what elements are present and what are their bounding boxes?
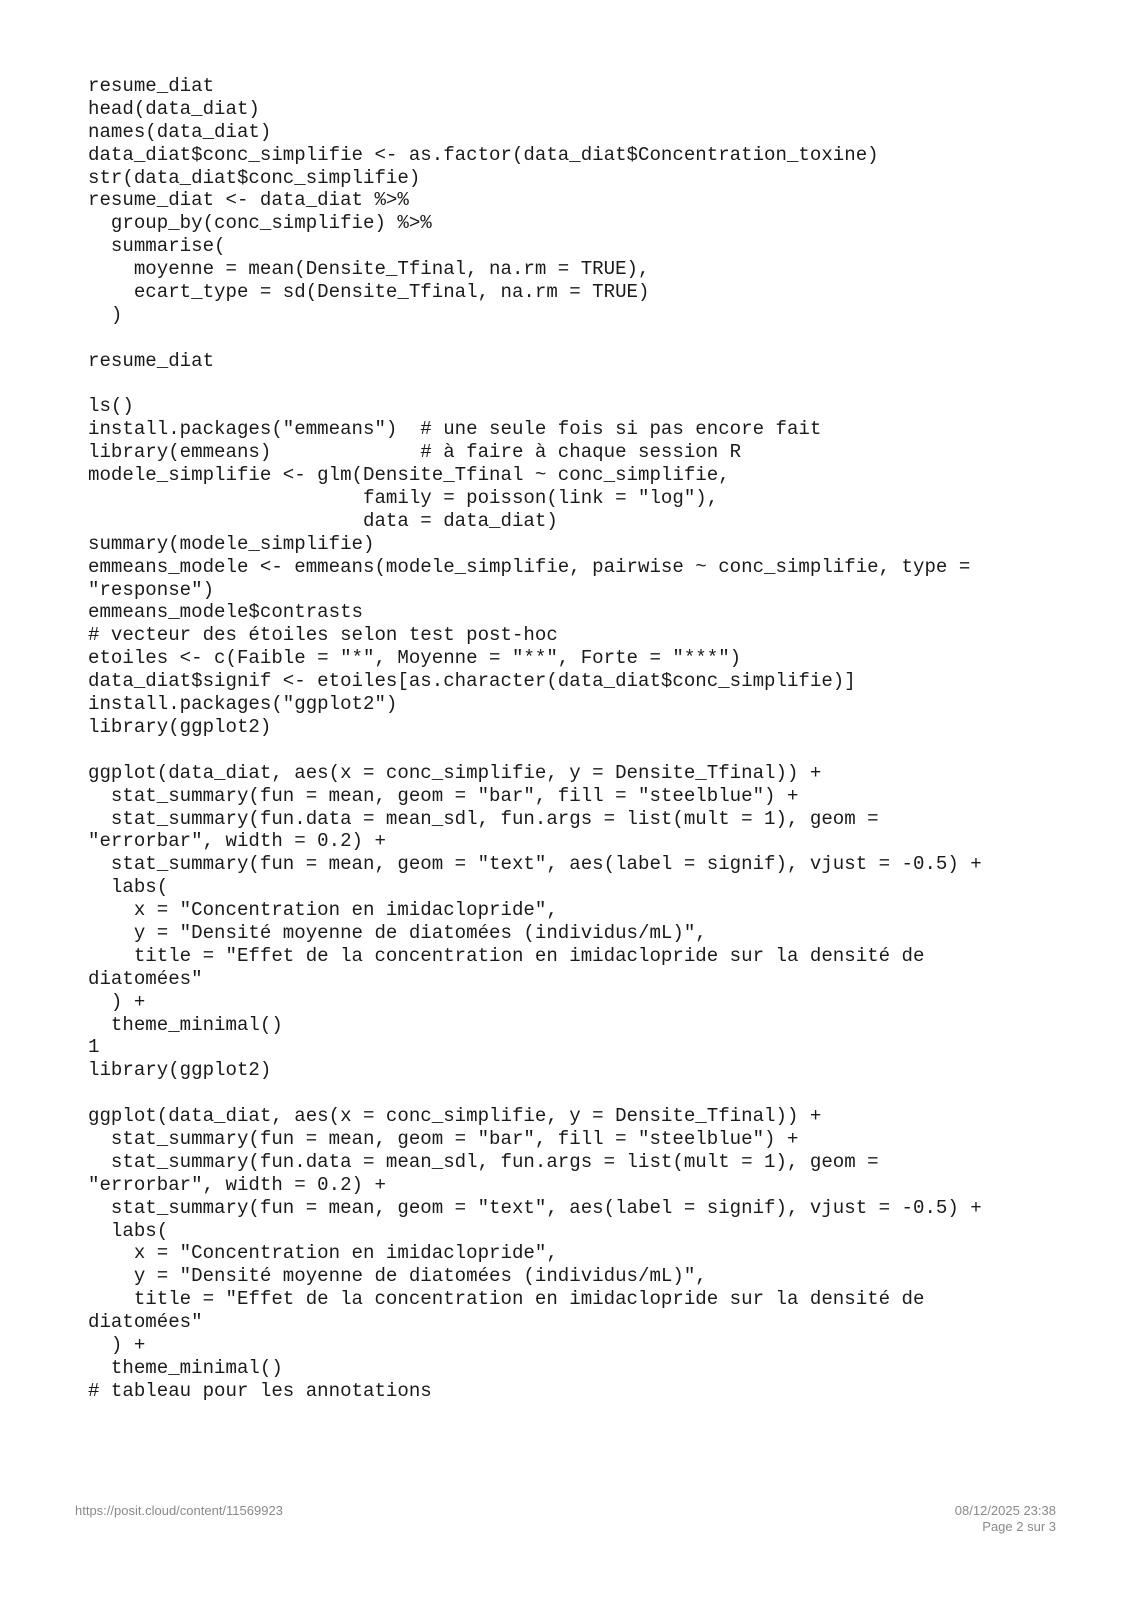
code-line: labs( xyxy=(88,1219,169,1242)
code-line: x = "Concentration en imidaclopride", xyxy=(88,899,558,922)
code-line: emmeans_modele$contrasts xyxy=(88,601,363,624)
code-line: resume_diat <- data_diat %>% xyxy=(88,189,409,212)
code-line: moyenne = mean(Densite_Tfinal, na.rm = TRUE), xyxy=(88,258,650,281)
code-line: library(ggplot2) xyxy=(88,1059,272,1082)
code-line xyxy=(88,327,1098,350)
code-line: library(ggplot2) xyxy=(88,715,272,738)
footer-datetime: 08/12/2025 23:38 xyxy=(954,1503,1056,1518)
code-line: y = "Densité moyenne de diatomées (individus/mL)", xyxy=(88,921,707,944)
code-line: title = "Effet de la concentration en imidaclopride sur la densité de xyxy=(88,944,925,967)
code-line: labs( xyxy=(88,876,169,899)
code-block xyxy=(88,75,1098,1403)
code-line: ggplot(data_diat, aes(x = conc_simplifie, y = Densite_Tfinal)) + xyxy=(88,1105,822,1128)
code-line: stat_summary(fun = mean, geom = "bar", fill = "steelblue") + xyxy=(88,1127,799,1150)
code-line: emmeans_modele <- emmeans(modele_simplifie, pairwise ~ conc_simplifie, type = xyxy=(88,555,971,578)
code-line: summarise( xyxy=(88,235,226,258)
code-line: ) xyxy=(88,303,123,326)
code-line: data = data_diat) xyxy=(88,509,558,532)
code-line: diatomées" xyxy=(88,1311,203,1334)
footer-url: https://posit.cloud/content/11569923 xyxy=(75,1503,283,1518)
code-line: ecart_type = sd(Densite_Tfinal, na.rm = TRUE) xyxy=(88,281,650,304)
code-line: ls() xyxy=(88,395,134,418)
code-line: head(data_diat) xyxy=(88,97,260,120)
code-line xyxy=(88,1082,1098,1105)
footer-page-number: Page 2 sur 3 xyxy=(982,1519,1056,1534)
code-line: y = "Densité moyenne de diatomées (individus/mL)", xyxy=(88,1265,707,1288)
code-line: # vecteur des étoiles selon test post-hoc xyxy=(88,624,558,647)
code-line: library(emmeans) # à faire à chaque session R xyxy=(88,441,742,464)
code-line: x = "Concentration en imidaclopride", xyxy=(88,1242,558,1265)
code-line: summary(modele_simplifie) xyxy=(88,532,375,555)
code-line xyxy=(88,373,1098,396)
code-line: stat_summary(fun.data = mean_sdl, fun.args = list(mult = 1), geom = xyxy=(88,1150,879,1173)
code-line: data_diat$signif <- etoiles[as.character(data_diat$conc_simplifie)] xyxy=(88,670,856,693)
code-line: install.packages("ggplot2") xyxy=(88,693,398,716)
code-line: ) + xyxy=(88,1333,146,1356)
code-line: names(data_diat) xyxy=(88,120,272,143)
code-line: install.packages("emmeans") # une seule fois si pas encore fait xyxy=(88,418,822,441)
code-line xyxy=(88,739,1098,762)
code-line: ) + xyxy=(88,990,146,1013)
code-line: resume_diat xyxy=(88,349,215,372)
code-line: resume_diat xyxy=(88,75,215,97)
code-line: data_diat$conc_simplifie <- as.factor(data_diat$Concentration_toxine) xyxy=(88,143,879,166)
code-line: # tableau pour les annotations xyxy=(88,1379,432,1402)
code-line: "errorbar", width = 0.2) + xyxy=(88,830,386,853)
code-line: 1 xyxy=(88,1036,100,1059)
code-line: stat_summary(fun = mean, geom = "text", aes(label = signif), vjust = -0.5) + xyxy=(88,853,982,876)
code-line: ggplot(data_diat, aes(x = conc_simplifie, y = Densite_Tfinal)) + xyxy=(88,761,822,784)
code-line: group_by(conc_simplifie) %>% xyxy=(88,212,432,235)
code-line: str(data_diat$conc_simplifie) xyxy=(88,166,421,189)
code-line: theme_minimal() xyxy=(88,1356,283,1379)
code-line: stat_summary(fun = mean, geom = "bar", fill = "steelblue") + xyxy=(88,784,799,807)
code-line: modele_simplifie <- glm(Densite_Tfinal ~ conc_simplifie, xyxy=(88,464,730,487)
code-line: "errorbar", width = 0.2) + xyxy=(88,1173,386,1196)
code-line: "response") xyxy=(88,578,215,601)
code-line: etoiles <- c(Faible = "*", Moyenne = "**", Forte = "***") xyxy=(88,647,742,670)
code-line: stat_summary(fun.data = mean_sdl, fun.args = list(mult = 1), geom = xyxy=(88,807,879,830)
code-line: theme_minimal() xyxy=(88,1013,283,1036)
code-line: family = poisson(link = "log"), xyxy=(88,487,719,510)
code-line: stat_summary(fun = mean, geom = "text", aes(label = signif), vjust = -0.5) + xyxy=(88,1196,982,1219)
code-line: title = "Effet de la concentration en imidaclopride sur la densité de xyxy=(88,1288,925,1311)
code-line: diatomées" xyxy=(88,967,203,990)
footer-info xyxy=(955,1503,1056,1535)
